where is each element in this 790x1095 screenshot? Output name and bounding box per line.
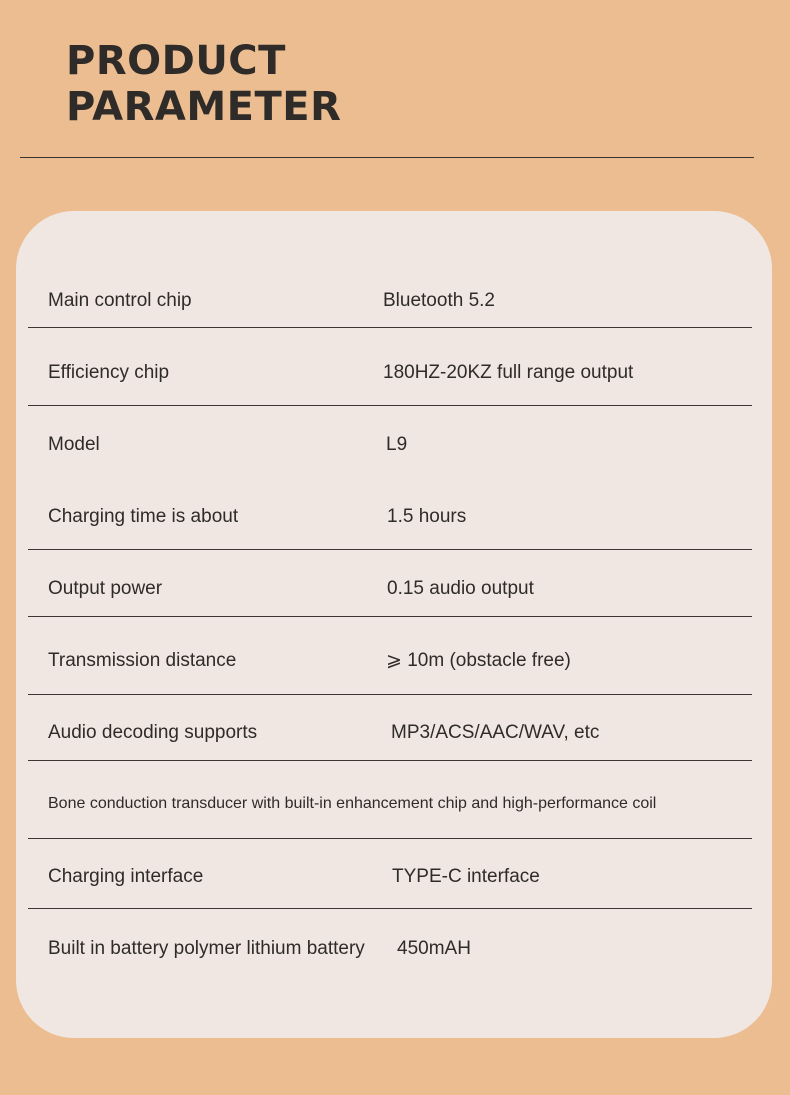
param-label-transmission-distance: Transmission distance [48, 650, 237, 671]
row-divider [28, 405, 752, 406]
row-divider [28, 760, 752, 761]
param-label-output-power: Output power [48, 578, 163, 599]
param-value-charging-time: 1.5 hours [387, 506, 467, 527]
param-value-output-power: 0.15 audio output [387, 578, 534, 599]
param-label-model: Model [48, 434, 100, 455]
param-label-charging-time: Charging time is about [48, 506, 239, 527]
param-label-efficiency-chip: Efficiency chip [48, 362, 170, 383]
title-divider [20, 157, 754, 158]
param-label-battery: Built in battery polymer lithium battery [48, 938, 365, 959]
param-label-charging-interface: Charging interface [48, 866, 204, 887]
row-divider [28, 694, 752, 695]
row-divider [28, 908, 752, 909]
param-value-audio-decoding: MP3/ACS/AAC/WAV, etc [391, 722, 600, 743]
param-bone-conduction-note: Bone conduction transducer with built-in enhancement chip and high-performance coil [48, 795, 657, 812]
page-title-line-2: PARAMETER [66, 84, 342, 130]
row-divider [28, 838, 752, 839]
param-label-audio-decoding: Audio decoding supports [48, 722, 258, 743]
page-title-line-1: PRODUCT [66, 38, 286, 84]
param-value-model: L9 [386, 434, 408, 455]
row-divider [28, 549, 752, 550]
param-value-main-control-chip: Bluetooth 5.2 [383, 290, 495, 311]
row-divider [28, 327, 752, 328]
param-value-transmission-distance: ⩾ 10m (obstacle free) [386, 650, 571, 671]
param-label-main-control-chip: Main control chip [48, 290, 192, 311]
param-value-battery: 450mAH [397, 938, 471, 959]
parameter-card [16, 211, 772, 1038]
page-title [66, 38, 341, 130]
param-value-charging-interface: TYPE-C interface [392, 866, 540, 887]
param-value-efficiency-chip: 180HZ-20KZ full range output [383, 362, 634, 383]
row-divider [28, 616, 752, 617]
